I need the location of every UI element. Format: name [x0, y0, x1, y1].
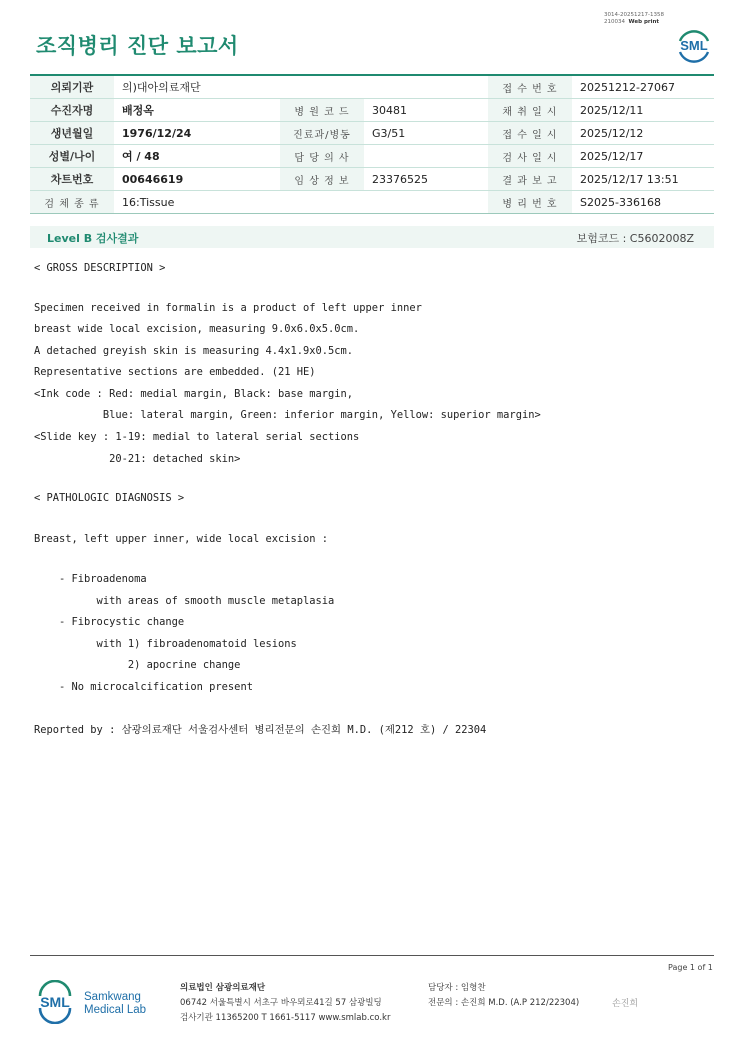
gross-description-heading: < GROSS DESCRIPTION >: [34, 262, 166, 274]
value-pathology-no: S2025-336168: [572, 191, 714, 214]
info-row-chart: [30, 168, 714, 191]
value-birth-date: 1976/12/24: [114, 122, 280, 145]
value-physician: [364, 145, 488, 168]
print-id-line1: 3014-20251217-1358: [604, 12, 664, 18]
report-line: breast wide local excision, measuring 9.0x6.0x5.0cm.: [34, 323, 360, 335]
diagnosis-item: - No microcalcification present: [34, 681, 253, 693]
company-institution: 검사기관 11365200 T 1661-5117 www.smlab.co.kr: [180, 1013, 391, 1023]
value-patient-name: 배정옥: [114, 99, 280, 122]
label-institution: 의뢰기관: [30, 75, 114, 99]
report-line: <Slide key : 1-19: medial to lateral serial sections: [34, 431, 360, 443]
label-chart-no: 차트번호: [30, 168, 114, 191]
info-row-patient: [30, 99, 714, 122]
label-test-date: 검 사 일 시: [488, 145, 572, 168]
diagnosis-item: 2) apocrine change: [34, 659, 241, 671]
value-hospital-code: 30481: [364, 99, 488, 122]
label-department: 진료과/병동: [280, 122, 364, 145]
result-level-bar: [30, 226, 714, 248]
report-line: Breast, left upper inner, wide local excision :: [34, 533, 329, 545]
print-id-line2: 210034 Web print: [604, 19, 660, 25]
info-row-sex-age: [30, 145, 714, 168]
label-accession-no: 접 수 번 호: [488, 75, 572, 99]
value-clinical-info: 23376525: [364, 168, 488, 191]
info-row-specimen: [30, 191, 714, 214]
report-line: A detached greyish skin is measuring 4.4x1.9x0.5cm.: [34, 345, 354, 357]
company-name: 의료법인 삼광의료재단: [180, 983, 266, 993]
value-sex-age: 여 / 48: [114, 145, 280, 168]
result-level: Level B 검사결과: [47, 232, 139, 245]
report-line: <Ink code : Red: medial margin, Black: base margin,: [34, 388, 354, 400]
info-row-birth: [30, 122, 714, 145]
brand-name: Samkwang Medical Lab: [84, 991, 147, 1016]
sml-footer-logo-icon: [36, 980, 74, 1024]
value-department: G3/51: [364, 122, 488, 145]
sml-logo-icon: [674, 26, 714, 66]
diagnosis-item: - Fibroadenoma: [34, 573, 147, 585]
company-address: 06742 서울특별시 서초구 바우뫼로41길 57 삼광빌딩: [180, 998, 382, 1008]
pathologic-diagnosis-heading: < PATHOLOGIC DIAGNOSIS >: [34, 492, 185, 504]
label-hospital-code: 병 원 코 드: [280, 99, 364, 122]
value-accession-no: 20251212-27067: [572, 75, 714, 99]
label-patient-name: 수진자명: [30, 99, 114, 122]
value-receipt-date: 2025/12/12: [572, 122, 714, 145]
label-report-date: 결 과 보 고: [488, 168, 572, 191]
label-physician: 담 당 의 사: [280, 145, 364, 168]
patient-info-table: [30, 74, 714, 214]
svg-text:SML: SML: [40, 994, 70, 1010]
report-line: Blue: lateral margin, Green: inferior margin, Yellow: superior margin>: [34, 409, 541, 421]
insurance-code: 보험코드 : C5602008Z: [576, 232, 694, 245]
value-report-date: 2025/12/17 13:51: [572, 168, 714, 191]
page-number: Page 1 of 1: [668, 963, 713, 972]
value-institution: 의)대아의료재단: [114, 75, 488, 99]
report-line: Specimen received in formalin is a product of left upper inner: [34, 302, 422, 314]
manager: 담당자 : 임형찬: [428, 983, 486, 993]
report-line: 20-21: detached skin>: [34, 453, 241, 465]
diagnosis-item: - Fibrocystic change: [34, 616, 185, 628]
contact-info: [428, 981, 579, 1011]
reported-by: Reported by : 삼광의료재단 서울검사센터 병리전문의 손진희 M.D. (제212 호) / 22304: [34, 724, 487, 736]
specialist: 전문의 : 손진희 M.D. (A.P 212/22304): [428, 998, 580, 1008]
svg-text:SML: SML: [680, 38, 708, 53]
company-info: [180, 981, 390, 1026]
value-test-date: 2025/12/17: [572, 145, 714, 168]
info-row-institution: [30, 75, 714, 99]
label-pathology-no: 병 리 번 호: [488, 191, 572, 214]
signature: 손진희: [612, 999, 639, 1009]
label-collection-date: 채 취 일 시: [488, 99, 572, 122]
value-specimen-type: 16:Tissue: [114, 191, 488, 214]
value-collection-date: 2025/12/11: [572, 99, 714, 122]
print-identifier: [604, 12, 664, 26]
value-chart-no: 00646619: [114, 168, 280, 191]
label-sex-age: 성별/나이: [30, 145, 114, 168]
page-title: 조직병리 진단 보고서: [36, 34, 239, 58]
label-clinical-info: 임 상 정 보: [280, 168, 364, 191]
diagnosis-item: with 1) fibroadenomatoid lesions: [34, 638, 297, 650]
label-birth-date: 생년월일: [30, 122, 114, 145]
report-line: Representative sections are embedded. (21 HE): [34, 366, 316, 378]
footer-divider: [30, 955, 714, 956]
diagnosis-item: with areas of smooth muscle metaplasia: [34, 595, 335, 607]
label-specimen-type: 검 체 종 류: [30, 191, 114, 214]
label-receipt-date: 접 수 일 시: [488, 122, 572, 145]
